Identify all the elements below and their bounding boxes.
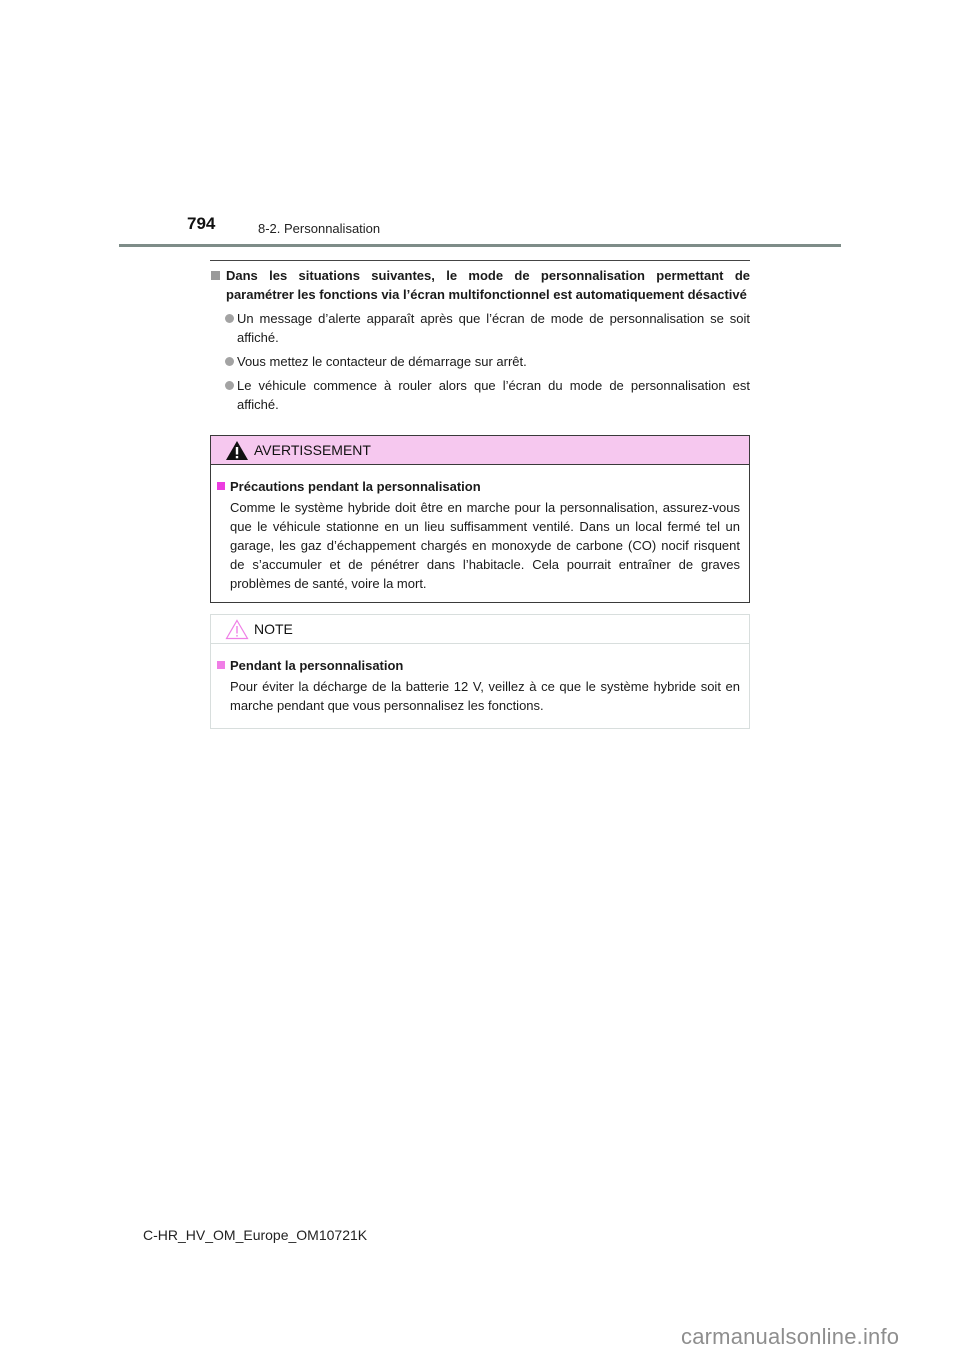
main-content [210, 266, 750, 414]
list-item [210, 376, 750, 414]
header-rule [119, 244, 841, 247]
warning-heading [217, 477, 740, 496]
note-heading [217, 656, 740, 675]
warning-text: Comme le système hybride doit être en marche pour la personnalisation, assurez-vous que le véhicule stationne en un lieu suffisamment ventilé. Dans un local fermé tel un garage, les gaz d’échappement chargés en monoxyde de carbone (CO) nocif risquent de s’accumuler et de pénétrer dans l’habitacle. Cela pourrait entraîner de graves problèmes de santé, voire la mort. [230, 500, 740, 591]
warning-triangle-icon [225, 440, 249, 461]
warning-label: AVERTISSEMENT [254, 442, 371, 458]
list-item [210, 352, 750, 371]
pink-square-icon [217, 482, 225, 490]
page-number: 794 [187, 214, 216, 233]
section-title: 8-2. Personnalisation [258, 221, 381, 236]
subsection-heading [210, 266, 750, 304]
note-text: Pour éviter la décharge de la batterie 12 V, veillez à ce que le système hybride soit en marche pendant que vous personnalisez les fonctions. [230, 679, 740, 713]
warning-box [210, 435, 750, 603]
document-code: C-HR_HV_OM_Europe_OM10721K [143, 1227, 368, 1243]
section-divider [210, 260, 750, 261]
bullet-dot-icon [225, 314, 234, 323]
pink-square-icon [217, 661, 225, 669]
note-label: NOTE [254, 621, 293, 637]
watermark: carmanualsonline.info [681, 1324, 900, 1349]
note-heading-text: Pendant la personnalisation [230, 658, 404, 673]
note-box [210, 614, 750, 729]
list-item-text: Vous mettez le contacteur de démarrage sur arrêt. [237, 354, 527, 369]
list-item [210, 309, 750, 347]
caution-triangle-outline-icon [225, 619, 249, 640]
warning-header [211, 436, 749, 465]
list-item-text: Le véhicule commence à rouler alors que l’écran du mode de personnalisation est affiché. [237, 378, 750, 412]
note-header [211, 615, 749, 644]
bullet-dot-icon [225, 381, 234, 390]
gray-square-icon [211, 271, 220, 280]
list-item-text: Un message d’alerte apparaît après que l’écran de mode de personnalisation se soit affiché. [237, 311, 750, 345]
subsection-heading-text: Dans les situations suivantes, le mode de personnalisation permettant de paramétrer les fonctions via l’écran multifonctionnel est automatiquement désactivé [226, 268, 750, 302]
bullet-dot-icon [225, 357, 234, 366]
warning-heading-text: Précautions pendant la personnalisation [230, 479, 481, 494]
